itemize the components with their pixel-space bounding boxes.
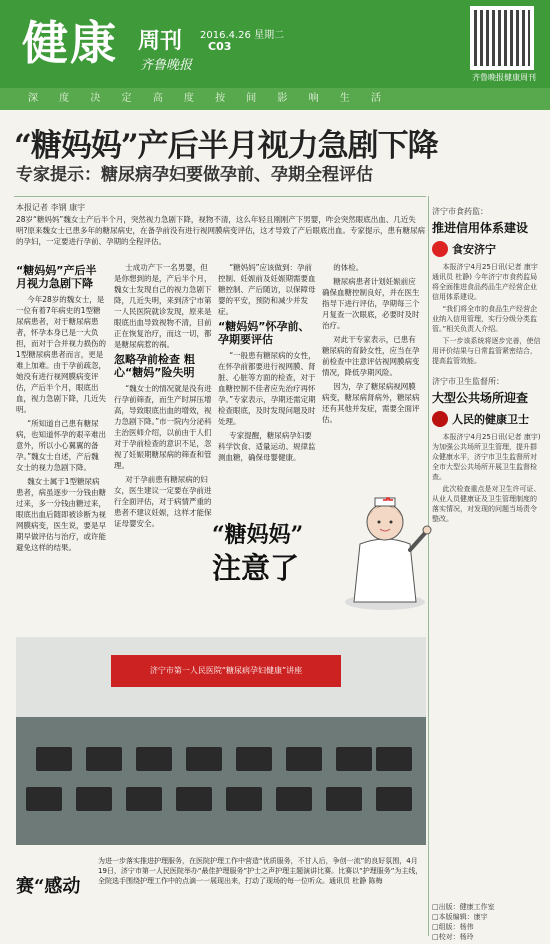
section-label: 济宁市食药监： [432,207,488,216]
paragraph: “所知道自己患有糖尿病，也知道怀孕的艰辛难出意外，所以小心翼翼的备孕。”魏女士自述，产后魏女士的视力急剧下降。 [16,419,106,472]
paragraph: “我们将全市的食品生产经营企业纳入信用管理，实行分级分类监管。”相关负责人介绍。 [432,305,538,333]
photo-section-title: 赛“感动 [16,876,81,897]
brand-title: 健康 [22,16,118,70]
divider [14,196,426,197]
paragraph: “一般患有糖尿病的女性，在怀孕前都要进行视网膜、肾脏、心脏等方面的检查，对于血糖控制不佳者应先治疗再怀孕。”专家表示，孕期还需定期检查眼底，及时发现问题及时处理。 [218,351,316,426]
logo [432,410,542,428]
paragraph: 下一步该系统将逐步完善，使信用评价结果与日常监管紧密结合，提高监管效能。 [432,337,541,365]
masthead [0,0,550,88]
section-heading: “糖妈妈”产后半月视力急剧下降 [16,264,97,290]
callout-line-2: 注意了 [212,551,300,585]
paragraph: 本报济宁4月25日讯(记者 康宇 通讯员 杜静) 今年济宁市食药监局将全面推进食品药品生产经营企业信用体系建设。 [432,263,538,301]
logo-text: 食安济宁 [452,243,496,256]
section-title: 大型公共场所迎查 [432,391,529,405]
subheadline: 专家提示：糖尿病孕妇要做孕前、孕期全程评估 [16,165,373,185]
paragraph: 此次检查重点是对卫生许可证、从业人员健康证及卫生管理制度的落实情况，对发现的问题当场责令整改。 [432,485,541,523]
paragraph: 今年28岁的魏女士，是一位有着7年病史的1型糖尿病患者，对于糖尿病患者，怀孕本身已是一大负担，而对于合并视力损伤的1型糖尿病患者而言，更是难上加难。由于孕前疏忽，她没有进行视网膜病变评估，产后半个月，眼底出血，视力急剧下降，几近失明。 [16,295,106,414]
photo-banner-text: 济宁市第一人民医院“糖尿病孕妇健康”讲座 [111,655,341,687]
callout-line-1: “糖妈妈” [212,522,304,548]
paragraph: 因为，孕了糖尿病视网膜病变，糖尿病肾病外，糖尿病还有其他并发症，需要全面评估。 [322,382,420,424]
weekly-label: 周刊 [138,29,183,54]
headline: “糖妈妈”产后半月视力急剧下降 [14,128,438,164]
section-title: 推进信用体系建设 [432,221,529,235]
health-guard-logo-icon [432,411,448,427]
paragraph: 对此干专家表示，已患有糖尿病的育龄女性，应当在孕前检查中注意评估视网膜病变情况，降低孕期风险。 [322,335,420,377]
paragraph: 本报济宁4月25日讯(记者 康宇) 为加强公共场所卫生管理，提升群众健康水平，济宁市卫生监督所对全市大型公共场所开展卫生监督检查。 [432,433,541,481]
article-column-1 [16,262,106,556]
paragraph: 士成功产下一名男婴，但是你想到的是，产后半个月，魏女士发现自己的视力急剧下降，几近失明，来到济宁市第一人民医院就诊发现，原来是眼底出血导致视物不清，目前正在恢复治疗，而这一切，都是糖尿病惹的祸。 [114,263,212,349]
qr-code-icon [470,6,534,70]
lead-paragraph: 28岁“糖妈妈”魏女士产后半个月，突然视力急剧下降，视物不清，这么年轻且刚刚产下男婴，咋会突然眼底出血、几近失明?原来魏女士已患多年的糖尿病史，在备孕前没有进行视网膜病变评估，这才导致了产后眼底出血。专家提示，患有糖尿病的孕妇，一定要进行孕前、孕期的全程评估。 [16,215,425,246]
logo [432,240,542,258]
qr-label: 齐鲁晚报健康周刊 [472,73,536,82]
article-column-4 [322,262,422,428]
article-column-3 [218,262,316,466]
paragraph: 糖尿病患者计划妊娠前应确保血糖控制良好，并在医生指导下进行评估，孕期每三个月复查一次眼底，必要时及时治疗。 [322,277,420,330]
right-column [432,206,542,526]
paragraph: 的体检。 [333,263,364,272]
paragraph: “糖妈妈”应该做到：孕前控制、妊娠前及妊娠期需要血糖控制、产后随访，以保障母婴的平安，预防和减少并发症。 [218,263,316,316]
byline: 本报记者 李钢 康宇 [16,203,86,212]
nurse-illustration-icon [330,484,440,614]
photo-caption: 为进一步落实推进护理服务，在医院护理工作中营造“优质服务，不甘人后，争创一流”的良好氛围，4月19日，济宁市第一人民医院举办“最佳护理服务”护士之声护理主题演讲比赛。比赛以“护理服务”为主线，全院选手围绕护理工作中的点滴一一展现出来，打动了现场的每一位听众。通讯员 杜静 陈梅 [98,857,423,885]
issue-date: 2016.4.26 星期二 [200,30,285,41]
section-heading: “糖妈妈”怀孕前、孕期要评估 [218,320,310,346]
food-safety-logo-icon [432,241,448,257]
logo-text: 人民的健康卫士 [452,413,529,426]
section-heading: 忽略孕前检查 粗心“糖妈”险失明 [114,353,195,379]
paragraph: 对于孕前患有糖尿病的妇女，医生建议一定要在孕前进行全面评估，对于病情严重的患者不建议妊娠，这样才能保证母婴安全。 [114,475,212,528]
article-column-2 [114,262,212,532]
paragraph: 魏女士属于1型糖尿病患者，病虽逐步一分钱由糖过来，多一分钱由糖过来，眼底出血后随即被诊断为视网膜病变，医生说，要是早期早做评估与治疗，或许能避免这样的结果。 [16,477,106,552]
slogan-bar: 深 度 决 定 高 度 按 间 影 响 生 活 [0,88,550,110]
paragraph: “魏女士的情况就是没有进行孕前筛查，而生产时屏压增高，导致眼底出血的增效，视力急剧下降。”市一院内分泌科主治医师介绍，以前由于人们对于孕前检查的意识不足，忽视了妊娠期糖尿病的筛查和管理。 [114,384,212,470]
paper-name: 齐鲁晚报 [140,58,193,73]
section-label: 济宁市卫生监督所： [432,377,504,386]
page-number: C03 [208,40,232,53]
event-photo [16,637,426,845]
callout-box [212,520,332,608]
paragraph: 专家提醒，糖尿病孕妇要科学饮食、适量运动、规律监测血糖，确保母婴健康。 [218,431,316,462]
page-credits: □出版：健康工作室 □本版编辑：康宇 □组版：杨伟 □校对：杨玲 [432,903,495,941]
